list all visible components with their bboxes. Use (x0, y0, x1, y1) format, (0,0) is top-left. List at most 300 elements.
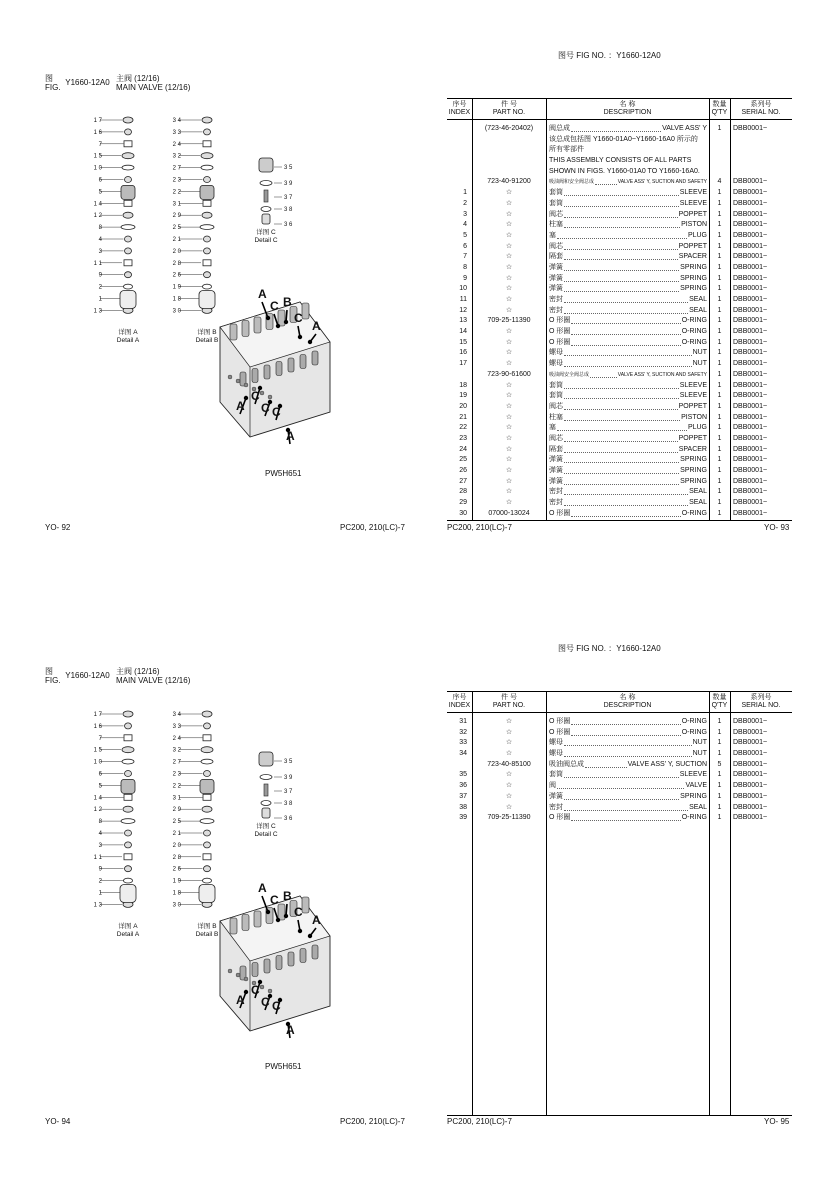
description-en: NUT (692, 750, 707, 758)
leader-dots (564, 295, 688, 303)
row-description (546, 348, 709, 359)
row-description (546, 434, 709, 445)
drawing-svg (90, 112, 350, 452)
description-cn: O 形圈 (549, 328, 571, 336)
row-index: 34 (459, 750, 467, 758)
row-description (546, 487, 709, 498)
row-index (447, 760, 472, 771)
row-index: 27 (459, 477, 467, 485)
part-shape (124, 794, 132, 800)
part-callout: 1 1 (93, 260, 102, 267)
detail-c-label-en: Detail C (254, 237, 278, 244)
row-index: 5 (463, 231, 467, 239)
description-en: SPRING (680, 467, 707, 474)
row-serial: DBB0001~ (733, 509, 768, 517)
arrow-head (284, 320, 288, 324)
row-serial: DBB0001~ (733, 360, 768, 368)
row-note: SHOWN IN FIGS. Y1660-01A0 TO Y1660-16A0. (549, 167, 700, 175)
title-cn: 主阀 (12/16) (115, 74, 160, 83)
row-part-number: ☆ (505, 771, 513, 779)
row-description (546, 509, 709, 520)
part-callout: 1 8 (172, 890, 181, 897)
row-part-number: 723-40-91200 (487, 178, 531, 186)
row-part-number: ☆ (505, 499, 513, 507)
table-row (447, 498, 792, 509)
valve-body (121, 185, 135, 199)
bolt-hole (268, 989, 272, 993)
sleeve-body (199, 291, 215, 309)
part-shape (124, 200, 132, 206)
leader-dots (564, 381, 679, 389)
table-row (447, 381, 792, 392)
table-row (447, 348, 792, 359)
column-divider (730, 99, 731, 119)
valve-port (288, 952, 294, 966)
part-callout: 1 4 (93, 795, 102, 802)
row-quantity: 1 (717, 263, 722, 271)
description-cn: 套筒 (549, 199, 563, 207)
arrow-label: C (251, 389, 260, 403)
part-callout: 2 1 (172, 237, 181, 243)
description-en: SPRING (680, 792, 707, 800)
header-idx (447, 692, 472, 712)
detail-c-group (254, 752, 293, 838)
row-quantity (709, 145, 730, 156)
table-row (447, 391, 792, 402)
arrow-head (308, 340, 312, 344)
drawing-svg (90, 706, 350, 1046)
part-shape (202, 711, 212, 717)
row-quantity: 1 (717, 221, 722, 229)
description-cn: O 形圈 (549, 718, 571, 725)
page-number: YO- 92 (45, 523, 71, 532)
row-quantity: 1 (717, 402, 722, 410)
detail-c-label-cn: 详图 C (256, 229, 276, 236)
header-idx-en: INDEX (448, 109, 471, 116)
header-desc-cn: 名 称 (619, 694, 636, 701)
fig-code: Y1660-12A0 (65, 78, 110, 87)
detail-a-label-cn: 详图 A (118, 329, 138, 336)
description-cn: 阀芯 (549, 402, 563, 410)
part-callout: 2 3 (172, 177, 181, 184)
table-row (447, 434, 792, 445)
description-en: POPPET (678, 402, 707, 410)
header-part-cn: 件 号 (501, 694, 517, 701)
part-shape (204, 248, 211, 254)
row-part-number: ☆ (505, 285, 513, 293)
row-serial: DBB0001~ (733, 370, 768, 378)
description-cn: 弹簧 (549, 274, 563, 282)
row-part-number: 709-25-11390 (487, 814, 531, 822)
description-en: POPPET (678, 434, 707, 442)
part-callout: 1 0 (93, 165, 102, 172)
exploded-drawing (90, 706, 350, 1046)
table-body (447, 713, 792, 1116)
part-callout: 7 (98, 735, 102, 742)
arrow-label: A (258, 881, 267, 895)
fig-number: 图号 FIG NO. ：Y1660-12A0 (558, 51, 661, 60)
arrow-head (298, 335, 302, 339)
description-cn: O 形圈 (549, 317, 571, 325)
table-row (447, 242, 792, 253)
part-shape (124, 735, 132, 741)
part-callout: 1 0 (93, 759, 102, 766)
part-shape (125, 830, 132, 836)
part-callout: 3 9 (284, 775, 293, 781)
table-row (447, 717, 792, 728)
row-index: 20 (459, 402, 467, 410)
row-part-number: ☆ (505, 328, 513, 336)
row-quantity: 1 (717, 210, 722, 218)
leader-dots (571, 327, 680, 335)
table-row (447, 177, 792, 188)
row-quantity: 1 (717, 456, 722, 464)
arrow-head (276, 918, 280, 922)
table-row (447, 284, 792, 295)
description-cn: 吸油阀总成 (549, 760, 584, 768)
leader-dots (564, 242, 678, 250)
part-callout: 3 1 (172, 795, 181, 802)
description-cn: 弹簧 (549, 456, 563, 464)
row-part-number: 723-90-61600 (487, 370, 531, 378)
row-description (546, 445, 709, 456)
leader-dots (571, 717, 680, 725)
fig-label-cn: 图 (45, 667, 53, 676)
table-row (447, 423, 792, 434)
description-en: VALVE ASS' Y, SUCTION (627, 760, 707, 768)
row-serial: DBB0001~ (733, 499, 768, 507)
column-divider (472, 120, 473, 521)
arrow-label: C (294, 311, 303, 325)
row-quantity: 1 (717, 499, 722, 507)
column-divider (546, 692, 547, 712)
row-index: 35 (459, 771, 467, 779)
header-part (472, 99, 546, 119)
row-description (546, 770, 709, 781)
part-callout: 2 6 (172, 272, 181, 279)
part-ring (260, 775, 272, 780)
description-en: SPRING (680, 274, 707, 282)
row-description (546, 749, 709, 760)
description-cn: 套筒 (549, 381, 563, 389)
leader-dots (557, 781, 684, 789)
row-part-number: ☆ (505, 413, 513, 421)
row-part-number: ☆ (505, 739, 513, 747)
part-callout: 3 7 (284, 789, 293, 795)
detail-c-label-cn: 详图 C (256, 823, 276, 830)
row-description (546, 760, 709, 771)
header-part-en: PART NO. (492, 109, 526, 116)
title-en: MAIN VALVE (12/16) (115, 83, 191, 92)
row-quantity: 1 (717, 317, 722, 325)
part-callout: 5 (98, 189, 102, 196)
row-quantity: 1 (717, 370, 722, 378)
row-part-number (472, 135, 546, 146)
arrow-label: C (261, 401, 270, 415)
part-shape (203, 735, 211, 741)
part-shape (204, 830, 211, 836)
row-description (546, 316, 709, 327)
description-cn: 密封 (549, 803, 563, 811)
model-name: PC200, 210(LC)-7 (340, 523, 405, 532)
part-shape (203, 141, 211, 147)
part-callout: 3 6 (284, 222, 293, 228)
leader-dots (564, 445, 678, 453)
column-divider (709, 713, 710, 1116)
row-part-number: ☆ (505, 803, 513, 811)
row-description (546, 188, 709, 199)
row-index: 15 (459, 338, 467, 346)
description-cn: 螺母 (549, 349, 563, 357)
detail-b-label-cn: 详图 B (197, 923, 217, 930)
row-serial: DBB0001~ (733, 253, 768, 261)
description-en: NUT (692, 349, 707, 357)
column-divider (472, 99, 473, 119)
row-description (546, 498, 709, 509)
row-serial: DBB0001~ (733, 760, 768, 768)
row-serial: DBB0001~ (733, 814, 768, 822)
column-divider (730, 120, 731, 521)
part-callout: 3 0 (172, 902, 181, 909)
part-callout: 6 (98, 771, 102, 778)
description-cn: O 形圈 (549, 338, 571, 346)
part-callout: 1 8 (172, 296, 181, 303)
part-callout: 1 4 (93, 201, 102, 208)
row-serial: DBB0001~ (733, 189, 768, 197)
detail-a-label-cn: 详图 A (118, 923, 138, 930)
description-cn: 弹簧 (549, 477, 563, 485)
row-serial: DBB0001~ (733, 338, 768, 346)
valve-port (276, 956, 282, 970)
row-quantity: 1 (717, 718, 722, 725)
row-quantity: 4 (717, 178, 722, 186)
description-cn: 塞 (549, 231, 556, 239)
valve-shape (262, 214, 270, 224)
row-index: 13 (459, 317, 467, 325)
part-callout: 3 5 (284, 165, 293, 171)
page-number: YO- 93 (764, 523, 790, 532)
description-en: POPPET (678, 242, 707, 250)
table-row (447, 370, 792, 381)
row-serial: DBB0001~ (733, 178, 768, 186)
row-description (546, 370, 709, 381)
detail-b-label-en: Detail B (195, 337, 219, 344)
row-part-number: ☆ (505, 782, 513, 790)
row-serial: DBB0001~ (733, 739, 768, 747)
table-row (447, 252, 792, 263)
part-ring (201, 165, 213, 170)
model-name: PC200, 210(LC)-7 (340, 1117, 405, 1126)
leader-dots (571, 124, 661, 132)
bolt-hole (268, 395, 272, 399)
description-en: VALVE ASS' Y, SUCTION AND SAFETY (617, 371, 707, 378)
table-row (447, 338, 792, 349)
row-index: 32 (459, 728, 467, 736)
part-ring (260, 181, 272, 186)
part-callout: 2 0 (172, 842, 181, 849)
part-shape (204, 723, 211, 729)
part-shape (125, 842, 132, 848)
row-serial: DBB0001~ (733, 242, 768, 250)
row-serial: DBB0001~ (733, 434, 768, 442)
row-quantity: 1 (717, 467, 722, 474)
part-callout: 4 (98, 237, 102, 243)
description-cn: 吸油阀和安全阀总成 (549, 179, 595, 186)
main-valve-assembly (220, 881, 330, 1038)
row-part-number: ☆ (505, 360, 513, 368)
row-part-number (472, 156, 546, 167)
leader-dots (564, 252, 678, 260)
page-number: YO- 94 (45, 1117, 71, 1126)
row-quantity: 1 (717, 253, 722, 261)
row-quantity: 1 (717, 488, 722, 496)
arrow-head (266, 910, 270, 914)
description-en: O-RING (681, 718, 707, 725)
row-quantity: 1 (717, 782, 722, 790)
part-callout: 3 8 (284, 801, 293, 807)
description-en: NUT (692, 360, 707, 368)
description-cn: 隔套 (549, 445, 563, 453)
leader-dots (564, 749, 692, 757)
description-en: SPACER (678, 445, 707, 453)
description-en: SPRING (680, 285, 707, 293)
table-row (447, 770, 792, 781)
part-ring (200, 819, 214, 824)
table-header (447, 692, 792, 713)
leader-dots (564, 738, 692, 746)
valve-port (254, 911, 261, 927)
part-shape (204, 236, 211, 242)
row-quantity: 1 (717, 739, 722, 747)
row-quantity: 1 (717, 413, 722, 421)
row-part-number: ☆ (505, 477, 513, 485)
header-ser (730, 99, 792, 119)
table-row (447, 327, 792, 338)
description-cn: O 形圈 (549, 814, 571, 822)
column-divider (730, 713, 731, 1116)
row-index: 38 (459, 803, 467, 811)
row-part-number: ☆ (505, 467, 513, 474)
row-part-number: ☆ (505, 306, 513, 314)
part-shape (125, 236, 132, 242)
row-index: 8 (463, 263, 467, 271)
header-ser-en: SERIAL NO. (741, 702, 781, 709)
part-shape (204, 866, 211, 872)
description-en: SEAL (689, 306, 707, 314)
valve-port (278, 310, 285, 326)
description-cn: 阀芯 (549, 210, 563, 218)
row-index: 33 (459, 739, 467, 747)
leader-dots (585, 760, 627, 768)
part-callout: 1 6 (93, 723, 102, 730)
column-divider (709, 99, 710, 119)
row-index: 12 (459, 306, 467, 314)
description-en: O-RING (681, 814, 707, 822)
table-row (447, 455, 792, 466)
row-serial: DBB0001~ (733, 467, 768, 474)
row-quantity: 1 (717, 728, 722, 736)
part-shape (123, 212, 133, 218)
valve-port (242, 321, 249, 337)
header-part-en: PART NO. (492, 702, 526, 709)
part-callout: 1 7 (93, 118, 102, 124)
row-quantity: 1 (717, 477, 722, 485)
column-divider (709, 120, 710, 521)
row-serial: DBB0001~ (733, 445, 768, 453)
header-ser (730, 692, 792, 712)
row-serial: DBB0001~ (733, 782, 768, 790)
leader-dots (564, 263, 679, 271)
part-callout: 2 9 (172, 807, 181, 814)
part-callout: 2 (98, 284, 102, 291)
row-quantity: 1 (717, 771, 722, 779)
valve-body (200, 185, 214, 199)
main-valve-assembly (220, 287, 330, 444)
valve-port (312, 351, 318, 365)
part-callout: 2 5 (172, 819, 181, 826)
valve-port (252, 369, 258, 383)
part-shape (203, 260, 211, 266)
table-row (447, 220, 792, 231)
row-index: 21 (459, 413, 467, 421)
part-callout: 1 (98, 890, 102, 897)
part-callout: 2 7 (172, 759, 181, 766)
page-number: YO- 95 (764, 1117, 790, 1126)
row-quantity: 1 (717, 199, 722, 207)
row-description (546, 252, 709, 263)
table-row (447, 295, 792, 306)
row-serial: DBB0001~ (733, 285, 768, 293)
leader-dots (564, 306, 688, 314)
description-cn: 阀 (549, 782, 556, 790)
row-part-number: ☆ (505, 231, 513, 239)
row-part-number: ☆ (505, 242, 513, 250)
valve-port (230, 324, 237, 340)
row-part-number: ☆ (505, 189, 513, 197)
table-row (447, 813, 792, 824)
detail-a-label-en: Detail A (116, 337, 140, 344)
header-idx (447, 99, 472, 119)
leader-dots (564, 803, 688, 811)
part-shape (125, 129, 132, 135)
part-ring (201, 759, 213, 764)
part-callout: 3 (98, 248, 102, 255)
part-callout: 1 1 (93, 854, 102, 861)
arrow-head (308, 934, 312, 938)
leader-dots (595, 177, 617, 185)
header-desc (546, 99, 709, 119)
valve-body (200, 779, 214, 793)
row-index: 36 (459, 782, 467, 790)
valve-port (300, 949, 306, 963)
table-row (447, 156, 792, 167)
description-cn: 密封 (549, 296, 563, 303)
row-index: 11 (459, 296, 467, 303)
part-callout: 1 9 (172, 878, 181, 885)
column-divider (546, 713, 547, 1116)
table-row (447, 445, 792, 456)
row-serial: DBB0001~ (733, 263, 768, 271)
part-shape (125, 248, 132, 254)
header-part-cn: 件 号 (501, 101, 517, 108)
description-en: SEAL (689, 499, 707, 507)
row-description (546, 477, 709, 488)
row-serial: DBB0001~ (733, 381, 768, 389)
row-index: 29 (459, 499, 467, 507)
row-description (546, 423, 709, 434)
part-shape (201, 153, 213, 159)
detail-a-group (94, 711, 140, 938)
